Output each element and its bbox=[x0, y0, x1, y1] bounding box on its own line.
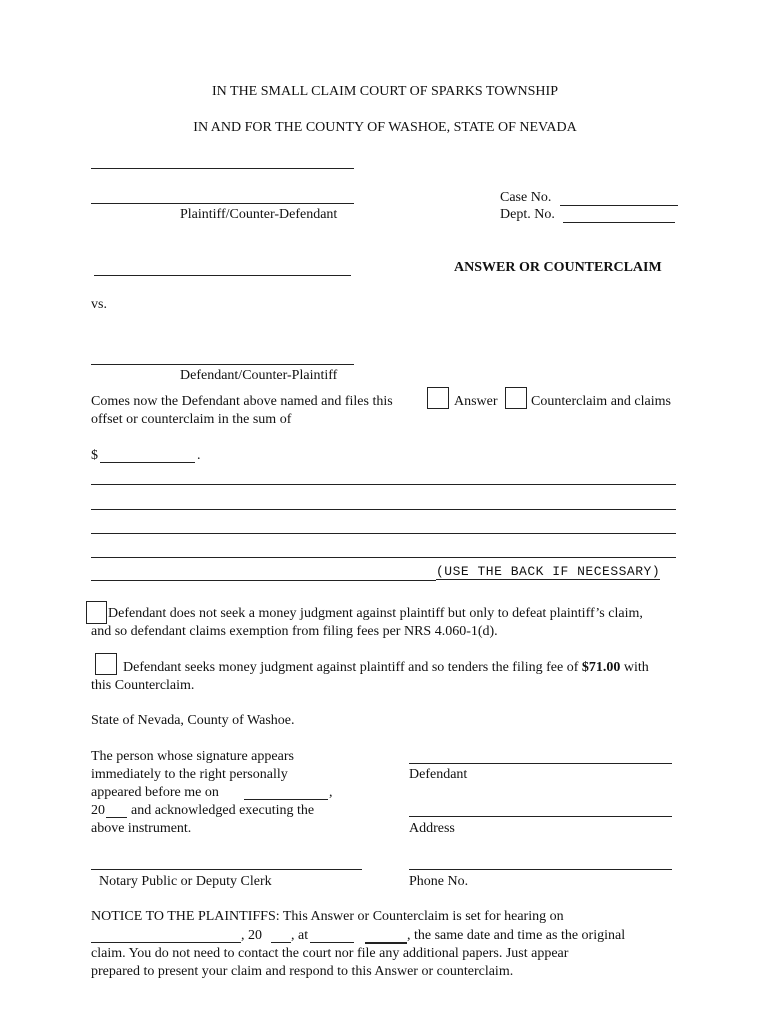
explanation-line-1[interactable] bbox=[91, 484, 676, 485]
defendant-label: Defendant/Counter-Plaintiff bbox=[180, 368, 338, 383]
notice-hearing-date-field[interactable] bbox=[91, 942, 241, 943]
answer-checkbox[interactable] bbox=[427, 387, 449, 409]
notice-ampm-field[interactable] bbox=[365, 942, 407, 944]
notary-text-3: appeared before me on bbox=[91, 785, 219, 800]
notary-text-1: The person whose signature appears bbox=[91, 749, 294, 764]
money-judgment-text-2: this Counterclaim. bbox=[91, 678, 195, 693]
no-money-judgment-checkbox[interactable] bbox=[86, 601, 107, 624]
document-title: ANSWER OR COUNTERCLAIM bbox=[454, 260, 662, 275]
dept-no-label: Dept. No. bbox=[500, 207, 555, 222]
notice-text-1: NOTICE TO THE PLAINTIFFS: This Answer or Counterclaim is set for hearing on bbox=[91, 909, 564, 924]
notice-text-3: claim. You do not need to contact the court nor file any additional papers. Just appear bbox=[91, 946, 569, 961]
case-no-label: Case No. bbox=[500, 190, 552, 205]
court-title: IN THE SMALL CLAIM COURT OF SPARKS TOWNSHIP bbox=[212, 84, 558, 99]
filing-fee-amount: $71.00 bbox=[581, 660, 621, 675]
money-judgment-text-1 bbox=[123, 660, 649, 676]
notice-text-4: prepared to present your claim and respond to this Answer or counterclaim. bbox=[91, 964, 514, 979]
dept-no-field[interactable] bbox=[563, 222, 675, 223]
notice-text-2: , the same date and time as the original bbox=[407, 928, 626, 943]
explanation-line-2[interactable] bbox=[91, 509, 676, 510]
plaintiff-name-line-2[interactable] bbox=[91, 203, 354, 204]
explanation-line-4[interactable] bbox=[91, 557, 676, 558]
use-back-note: (USE THE BACK IF NECESSARY) bbox=[436, 564, 661, 579]
comes-now-text: Comes now the Defendant above named and files this bbox=[91, 394, 393, 409]
vs-label: vs. bbox=[91, 297, 107, 312]
notary-year-field[interactable] bbox=[106, 817, 127, 818]
notary-date-field[interactable] bbox=[244, 799, 328, 800]
state-county-text: State of Nevada, County of Washoe. bbox=[91, 713, 295, 728]
defendant-signature-line[interactable] bbox=[409, 763, 672, 764]
notary-text-5: above instrument. bbox=[91, 821, 192, 836]
defendant-name-line[interactable] bbox=[91, 364, 354, 365]
notice-time-field[interactable] bbox=[310, 942, 354, 943]
dollar-sign: $ bbox=[91, 448, 98, 463]
plaintiff-name-line-3[interactable] bbox=[94, 275, 351, 276]
notice-year-prefix: , 20 bbox=[241, 928, 262, 943]
notice-at-text: , at bbox=[291, 928, 309, 943]
notary-comma: , bbox=[329, 785, 333, 800]
notary-clerk-label: Notary Public or Deputy Clerk bbox=[99, 874, 272, 889]
county-title: IN AND FOR THE COUNTY OF WASHOE, STATE OF NEVADA bbox=[193, 120, 577, 135]
case-no-field[interactable] bbox=[560, 205, 678, 206]
amount-period: . bbox=[197, 448, 201, 463]
explanation-line-5[interactable] bbox=[91, 580, 436, 581]
counterclaim-checkbox[interactable] bbox=[505, 387, 527, 409]
address-line[interactable] bbox=[409, 816, 672, 817]
defendant-signature-label: Defendant bbox=[409, 767, 468, 782]
notary-signature-line[interactable] bbox=[91, 869, 362, 870]
phone-label: Phone No. bbox=[409, 874, 469, 889]
notary-year-prefix: 20 bbox=[91, 803, 105, 818]
no-money-judgment-text-1: Defendant does not seek a money judgment against plaintiff but only to defeat plaintiff’s claim, bbox=[108, 606, 643, 621]
notary-text-4: and acknowledged executing the bbox=[131, 803, 315, 818]
money-judgment-text-pre: Defendant seeks money judgment against plaintiff and so tenders the filing fee of bbox=[123, 660, 579, 675]
counterclaim-option-label: Counterclaim and claims bbox=[531, 394, 671, 409]
amount-field[interactable] bbox=[100, 462, 195, 463]
offset-text: offset or counterclaim in the sum of bbox=[91, 412, 292, 427]
answer-option-label: Answer bbox=[454, 394, 498, 409]
explanation-line-3[interactable] bbox=[91, 533, 676, 534]
address-label: Address bbox=[409, 821, 455, 836]
money-judgment-checkbox[interactable] bbox=[95, 653, 117, 675]
money-judgment-text-post: with bbox=[623, 660, 649, 675]
notice-year-field[interactable] bbox=[271, 942, 291, 943]
plaintiff-label: Plaintiff/Counter-Defendant bbox=[180, 207, 338, 222]
no-money-judgment-text-2: and so defendant claims exemption from filing fees per NRS 4.060-1(d). bbox=[91, 624, 498, 639]
phone-line[interactable] bbox=[409, 869, 672, 870]
notary-text-2: immediately to the right personally bbox=[91, 767, 288, 782]
plaintiff-name-line-1[interactable] bbox=[91, 168, 354, 169]
